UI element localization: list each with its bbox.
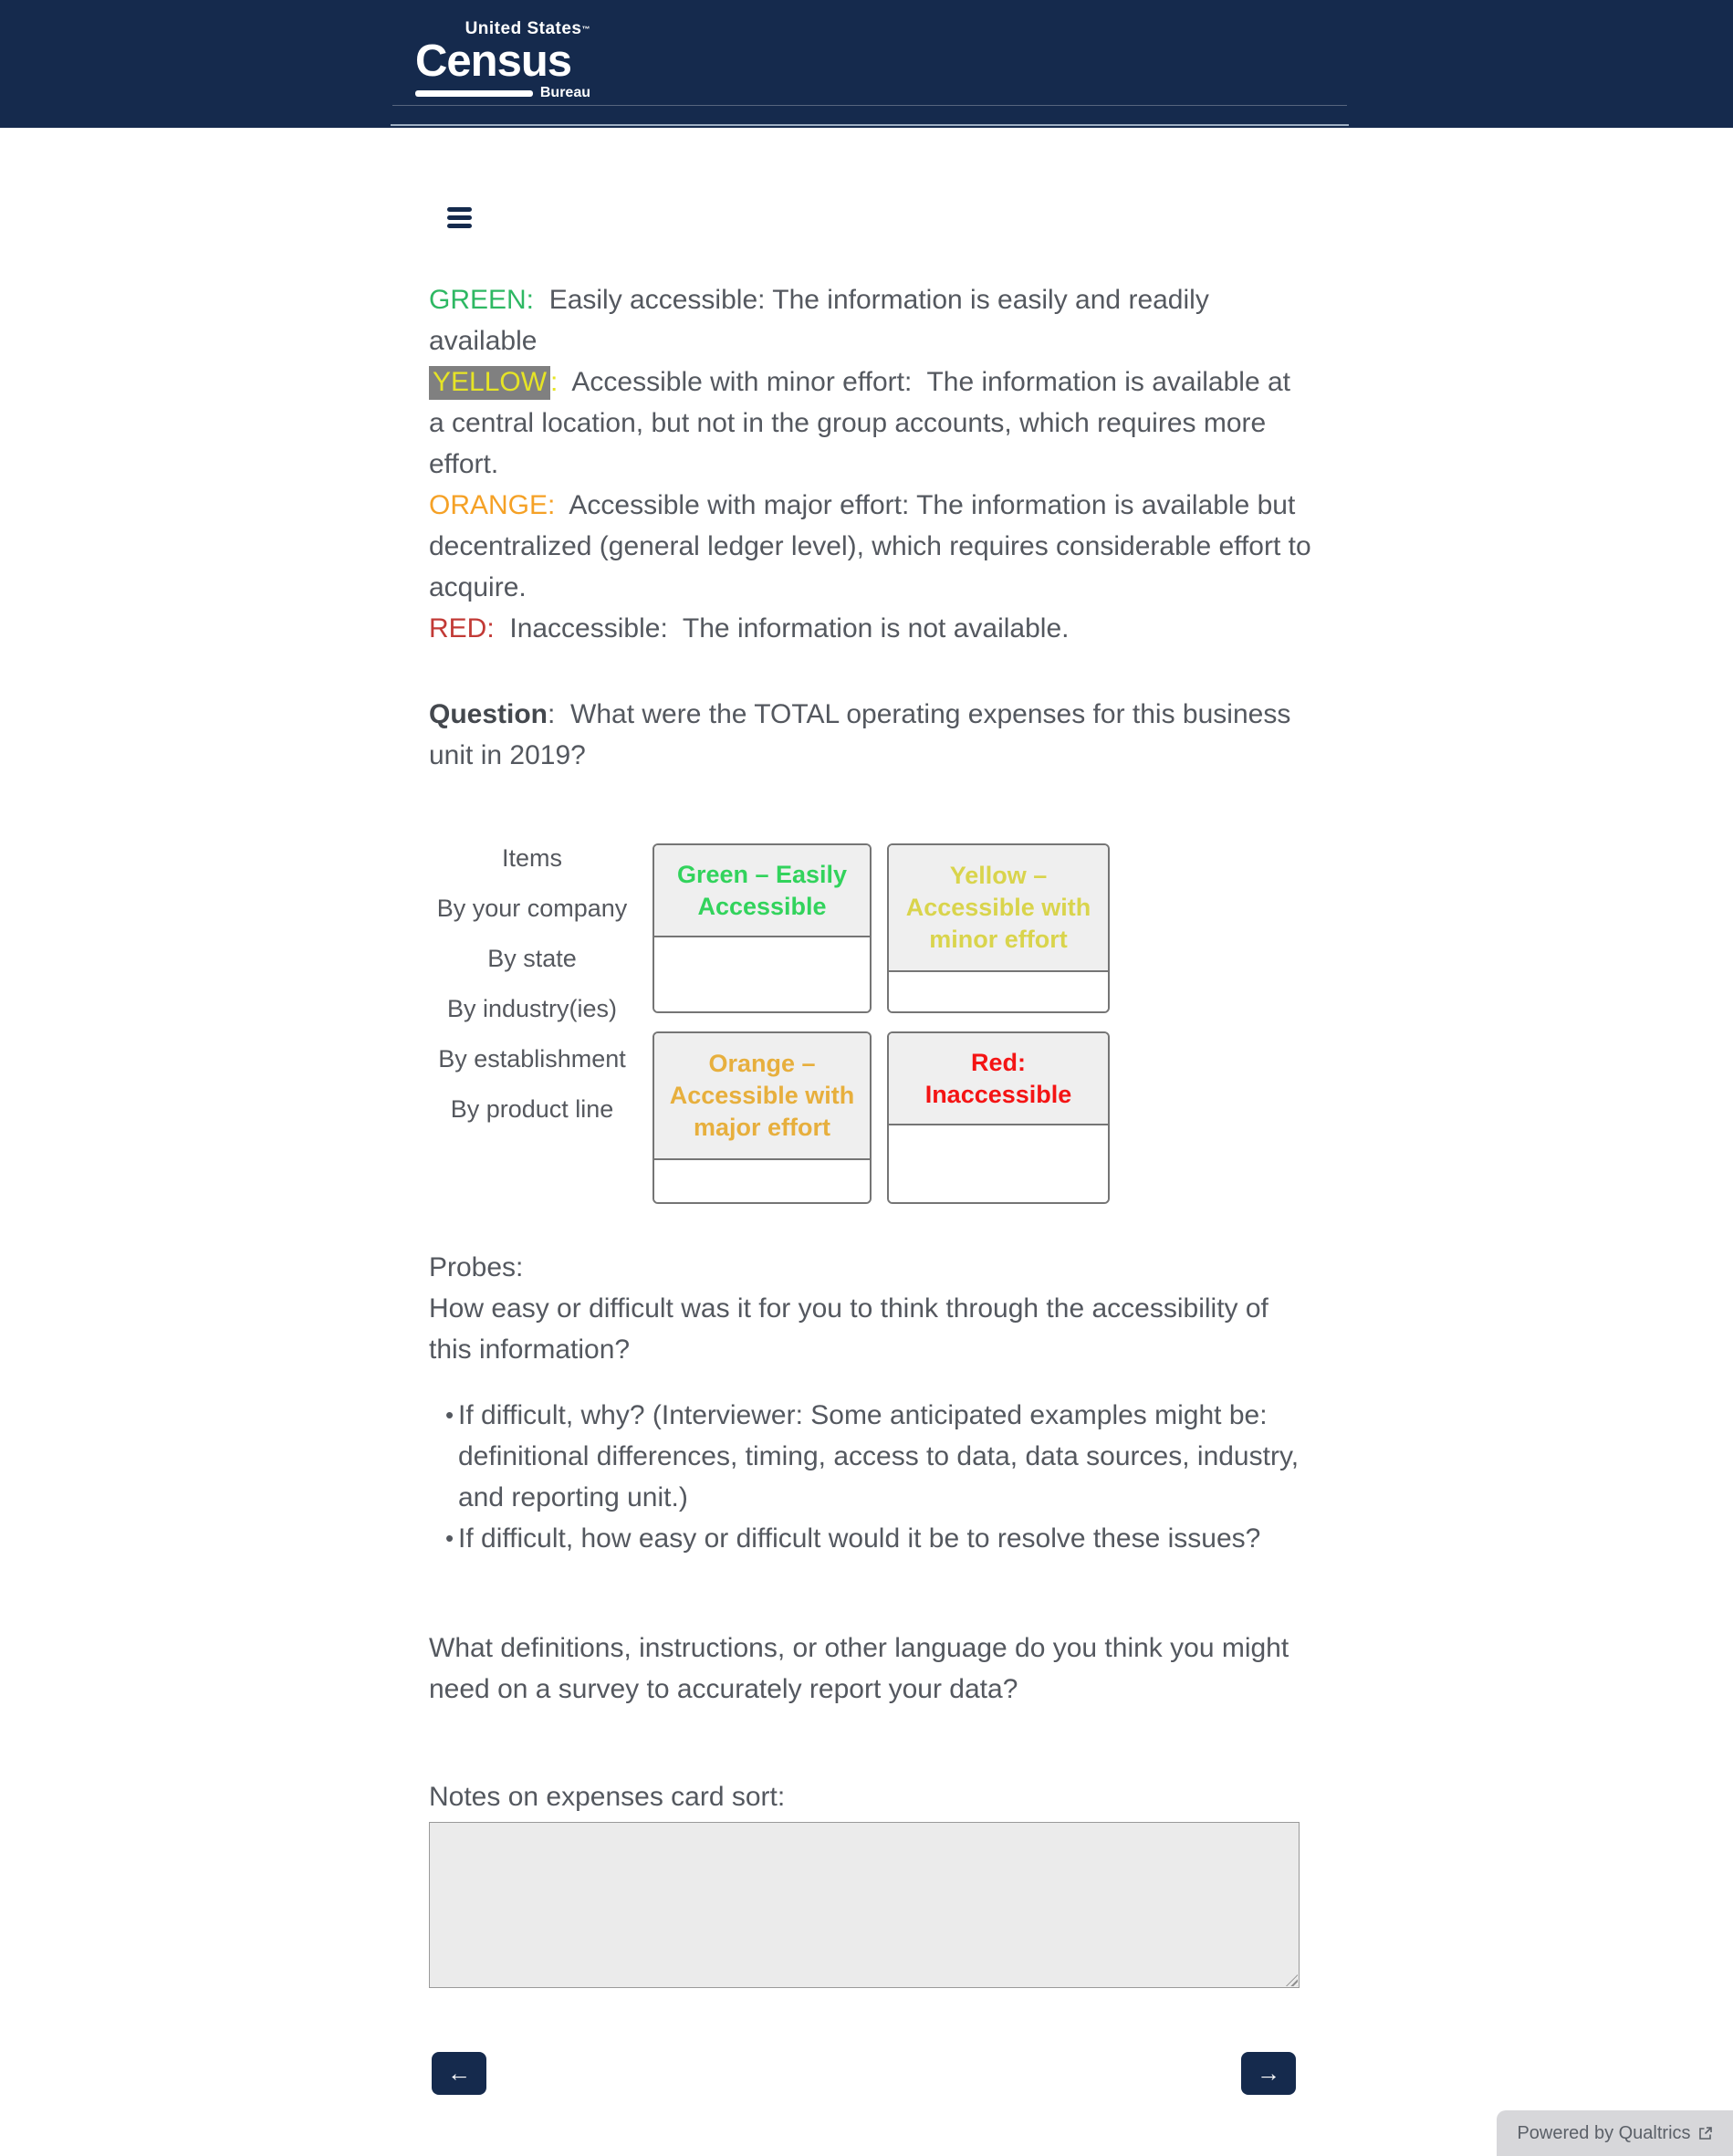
legend-green-line bbox=[429, 279, 1312, 361]
definitions-question: What definitions, instructions, or other language do you think you might need on a survey to accurately report your data? bbox=[429, 1633, 1297, 1704]
question-text: : What were the TOTAL operating expenses for this business unit in 2019? bbox=[429, 699, 1299, 770]
logo-united-states: United States™ bbox=[465, 19, 590, 38]
bullet-icon: • bbox=[445, 1401, 454, 1429]
color-legend bbox=[429, 279, 1319, 649]
bucket-red[interactable] bbox=[887, 1031, 1110, 1204]
bullet-icon: • bbox=[445, 1524, 454, 1552]
bucket-green-title: Green – Easily Accessible bbox=[654, 845, 870, 937]
legend-red-label: RED: bbox=[429, 613, 495, 644]
hamburger-bar bbox=[447, 215, 472, 220]
probes-bullet-list bbox=[429, 1395, 1332, 1559]
legend-orange-label: ORANGE: bbox=[429, 490, 556, 520]
card-item-by-industry[interactable]: By industry(ies) bbox=[446, 995, 618, 1022]
probes-bullet-2 bbox=[429, 1518, 1332, 1559]
legend-red-line bbox=[429, 608, 1312, 649]
card-item-by-your-company[interactable]: By your company bbox=[436, 895, 628, 922]
census-header bbox=[0, 0, 1733, 128]
bucket-orange-title: Orange – Accessible with major effort bbox=[654, 1033, 870, 1160]
powered-by-qualtrics-label: Powered by Qualtrics bbox=[1517, 2122, 1691, 2143]
card-item-by-product-line[interactable]: By product line bbox=[450, 1095, 614, 1123]
probes-bullet-1 bbox=[429, 1395, 1332, 1518]
hamburger-menu-icon[interactable] bbox=[447, 207, 475, 233]
question-block bbox=[429, 694, 1312, 776]
bucket-green-dropzone[interactable] bbox=[654, 937, 870, 1011]
notes-label: Notes on expenses card sort: bbox=[429, 1782, 786, 1812]
card-sort bbox=[415, 838, 1122, 1214]
legend-yellow-colon: : bbox=[550, 367, 559, 397]
powered-by-qualtrics-badge[interactable] bbox=[1497, 2110, 1733, 2156]
card-sort-items bbox=[415, 845, 649, 1122]
legend-orange-line bbox=[429, 485, 1319, 608]
probes-title: Probes: bbox=[429, 1252, 524, 1282]
legend-orange-text: Accessible with major effort: The information is available but decentralized (general ledger level), which requires considerable effort to acquire. bbox=[429, 490, 1319, 602]
probes-bullet-2-text: If difficult, how easy or difficult would it be to resolve these issues? bbox=[458, 1523, 1261, 1554]
bucket-yellow[interactable] bbox=[887, 843, 1110, 1013]
legend-green-text: Easily accessible: The information is easily and readily available bbox=[429, 285, 1217, 356]
bucket-red-dropzone[interactable] bbox=[889, 1125, 1108, 1202]
hamburger-bar bbox=[447, 224, 472, 228]
probes-bullet-1-text: If difficult, why? (Interviewer: Some anticipated examples might be: definitional differences, timing, access to data, data sources, industry, and reporting unit.) bbox=[458, 1400, 1300, 1512]
back-button[interactable] bbox=[432, 2052, 486, 2095]
arrow-right-icon: → bbox=[1257, 2059, 1280, 2087]
card-item-by-establishment[interactable]: By establishment bbox=[438, 1045, 626, 1073]
question-label: Question bbox=[429, 699, 548, 729]
bucket-yellow-dropzone[interactable] bbox=[889, 972, 1108, 1011]
notes-field-wrapper bbox=[429, 1822, 1300, 1988]
probes-intro: How easy or difficult was it for you to think through the accessibility of this information? bbox=[429, 1293, 1277, 1365]
bucket-orange-dropzone[interactable] bbox=[654, 1160, 870, 1202]
legend-red-text: Inaccessible: The information is not available. bbox=[494, 613, 1070, 644]
bucket-yellow-title: Yellow – Accessible with minor effort bbox=[889, 845, 1108, 972]
legend-yellow-text: Accessible with minor effort: The information is available at a central location, but not in the group accounts, which requires more effort. bbox=[429, 367, 1299, 479]
census-logo[interactable] bbox=[415, 20, 590, 100]
card-sort-buckets bbox=[652, 843, 1110, 1204]
trademark-symbol: ™ bbox=[581, 25, 590, 34]
legend-green-label: GREEN: bbox=[429, 285, 535, 315]
items-header: Items bbox=[501, 844, 562, 872]
legend-yellow-line bbox=[429, 361, 1312, 485]
arrow-left-icon: ← bbox=[447, 2059, 471, 2087]
header-divider-bottom bbox=[391, 124, 1349, 126]
logo-underline bbox=[415, 90, 533, 97]
logo-census-wordmark: Census bbox=[415, 37, 572, 86]
bucket-green[interactable] bbox=[652, 843, 872, 1013]
notes-textarea[interactable] bbox=[429, 1822, 1300, 1988]
logo-bureau: Bureau bbox=[539, 85, 590, 100]
probes-block bbox=[429, 1247, 1312, 1370]
next-button[interactable] bbox=[1241, 2052, 1296, 2095]
hamburger-bar bbox=[447, 207, 472, 212]
external-link-icon bbox=[1698, 2126, 1713, 2140]
bucket-red-title: Red: Inaccessible bbox=[889, 1033, 1108, 1125]
bucket-orange[interactable] bbox=[652, 1031, 872, 1204]
legend-yellow-label: YELLOW bbox=[429, 366, 550, 400]
card-item-by-state[interactable]: By state bbox=[487, 945, 577, 972]
header-divider-top bbox=[392, 105, 1347, 106]
